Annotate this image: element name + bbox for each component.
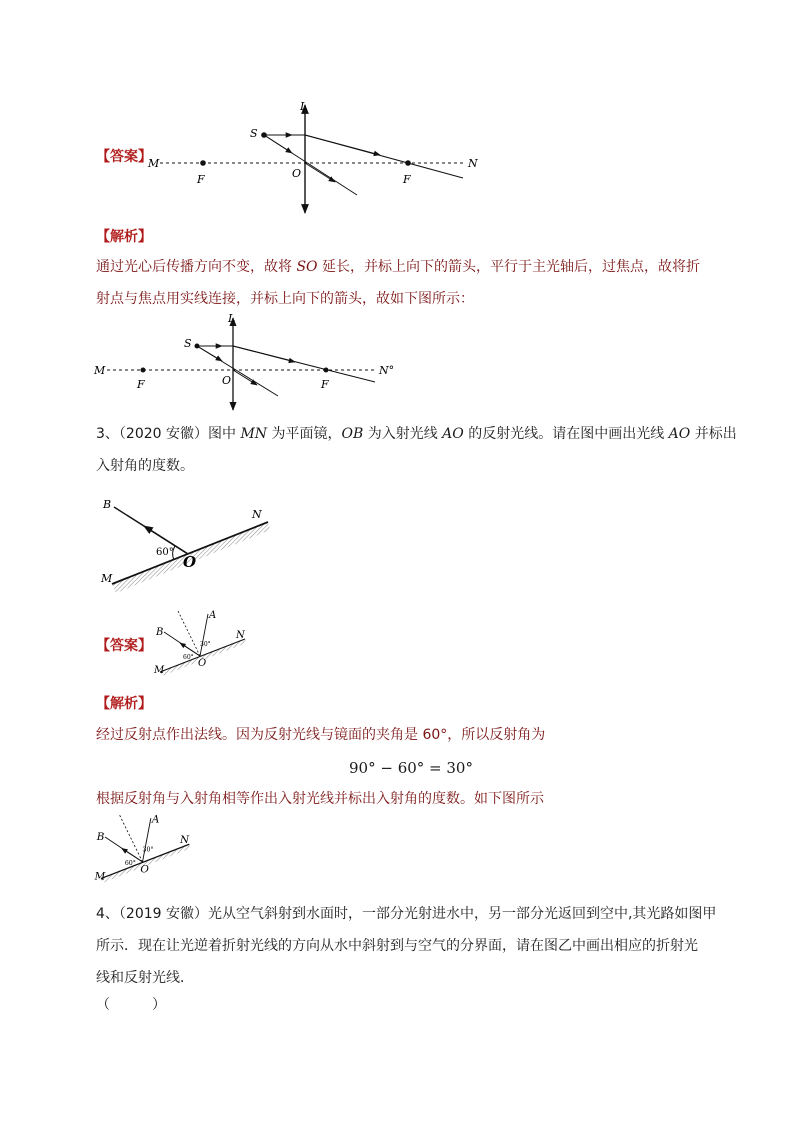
answer-tag: 【答案】 [96,638,152,654]
label-M: M [94,870,106,883]
label-B: B [96,831,105,844]
q4-stem-line3: 线和反射光线． [96,970,194,986]
incidence-angle-label: 30° [142,846,154,854]
q3-stem-line2: 入射角的度数。 [96,458,194,474]
label-F-right: F [321,378,329,391]
label-L: L [228,312,236,325]
label-N: N [236,630,245,641]
q3-stem-line1: 3、（2020 安徽）图中 MN 为平面镜，OB 为入射光线 AO 的反射光线。请在图中画出光线 AO 并标出 [96,426,737,442]
label-B: B [103,498,112,511]
q3-formula: 90° − 60° = 30° [349,759,473,777]
lens-ray-diagram-answer [140,95,490,220]
q2-analysis-line1: 通过光心后传播方向不变，故将 SO 延长，并标上向下的箭头，平行于主光轴后，过焦点，故将折 [96,259,700,275]
answer-tag: 【答案】 [96,149,152,165]
mirror-answer-figure [150,608,250,683]
label-M: M [148,157,160,170]
label-O: O [292,167,302,180]
label-N: N [252,508,262,521]
q4-stem-line2: 所示．现在让光逆着折射光线的方向从水中斜射到与空气的分界面，请在图乙中画出相应的折射光 [96,938,698,954]
plane-mirror-figure [92,492,282,602]
angle-label: 60° [156,547,174,558]
label-O: O [140,863,149,876]
analysis-tag: 【解析】 [96,696,152,712]
answer-blank: （ ） [96,997,166,1013]
analysis-tag: 【解析】 [96,229,152,245]
label-F-right: F [403,173,411,186]
incidence-angle-label: 30° [200,641,211,648]
label-N: N [468,157,478,170]
label-M: M [101,572,113,585]
angle-label: 60° [124,860,136,868]
label-F-left: F [197,173,205,186]
label-B: B [156,627,164,638]
label-A: A [209,610,217,621]
q2-analysis-line2: 射点与焦点用实线连接，并标上向下的箭头，故如下图所示： [96,291,474,307]
label-M: M [94,364,106,377]
label-O: O [183,553,197,571]
lens-ray-diagram-explanation [85,310,415,415]
q3-analysis-line1: 经过反射点作出法线。因为反射光线与镜面的夹角是 60°，所以反射角为 [96,727,546,743]
mirror-explanation-figure [90,812,195,890]
q4-stem-line1: 4、（2019 安徽）光从空气斜射到水面时，一部分光射进水中，另一部分光返回到空中,其光路如图甲 [96,906,717,922]
label-F-left: F [137,378,145,391]
label-O: O [198,658,207,669]
angle-label: 60° [183,654,194,661]
q3-analysis-line2: 根据反射角与入射角相等作出入射光线并标出入射角的度数。如下图所示 [96,791,544,807]
label-M: M [154,665,165,676]
label-A: A [151,813,160,826]
label-N: N [179,834,190,847]
label-N: N° [379,364,395,377]
label-O: O [222,374,232,387]
label-S: S [184,337,192,350]
label-S: S [250,127,258,140]
label-L: L [300,100,308,113]
